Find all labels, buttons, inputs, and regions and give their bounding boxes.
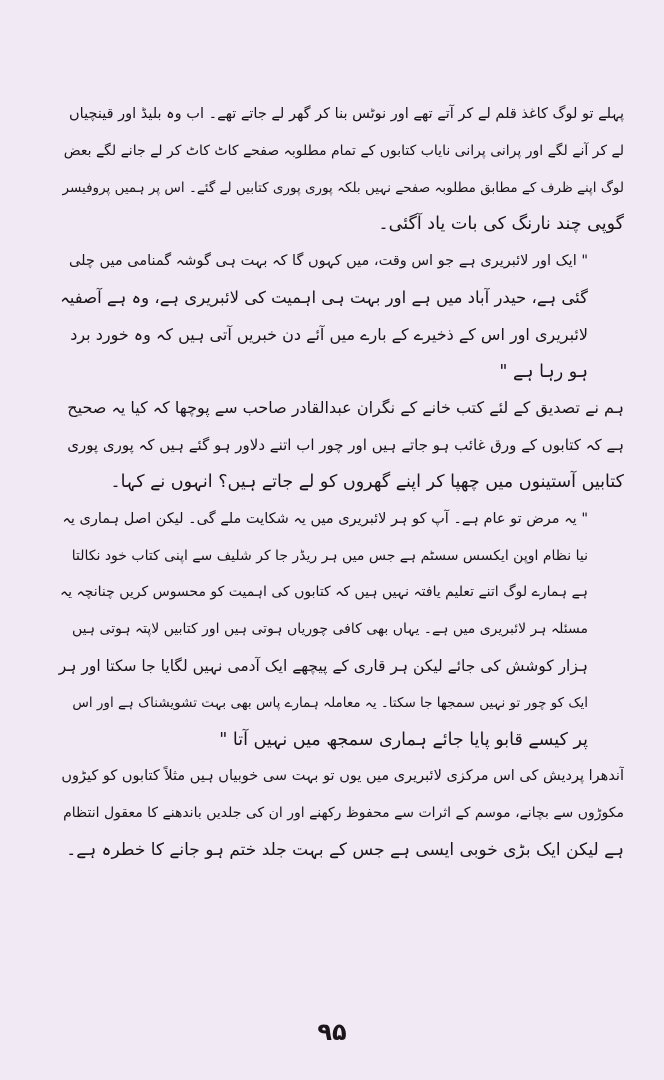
quote-line: ایک کو چور تو نہیں سمجھا جا سکتا۔ یہ معاملہ ہمارے پاس بھی بہت تشویشناک ہے اور اس <box>72 694 588 711</box>
text-line: لے کر آنے لگے اور پرانی پرانی نایاب کتابوں کے تمام مطلوبہ صفحے کاٹ کاٹ کر لے جانے لگے بعض <box>63 142 624 159</box>
quote-line: گئی ہے، حیدر آباد میں ہے اور بہت ہی اہمیت کی لائبریری ہے، وہ ہے آصفیہ <box>60 287 588 307</box>
text-line: ہے لیکن ایک بڑی خوبی ایسی ہے جس کے بہت جلد ختم ہو جانے کا خطرہ ہے۔ <box>66 839 624 860</box>
text-line: پہلے تو لوگ کاغذ قلم لے کر آتے تھے اور نوٹس بنا کر گھر لے جاتے تھے۔ اب وہ بلیڈ اور قینچیاں <box>69 106 624 122</box>
quote-line: پر کیسے قابو پایا جائے ہماری سمجھ میں نہیں آتا " <box>219 729 588 750</box>
quote-line: " یہ مرض تو عام ہے۔ آپ کو ہر لائبریری میں یہ شکایت ملے گی۔ لیکن اصل ہماری یہ <box>62 510 588 527</box>
quote-line: ہو رہا ہے " <box>499 361 588 382</box>
quote-line: لائبریری اور اس کے ذخیرے کے بارے میں آئے دن خبریں آتی ہیں کہ وہ خورد برد <box>70 324 588 344</box>
quote-line: نیا نظام اوپن ایکسس سسٹم ہے جس میں ہر ریڈر جا کر شلیف سے اپنی کتاب خود نکالتا <box>71 547 588 564</box>
page-number: ۹۵ <box>317 1018 347 1046</box>
text-line: ہے کہ کتابوں کے ورق غائب ہو جاتے ہیں اور چور اب اتنے دلاور ہو گئے ہیں کہ پوری پوری <box>67 436 624 455</box>
page-body-text <box>58 96 624 869</box>
text-line: لوگ اپنے ظرف کے مطابق مطلوبہ صفحے نہیں بلکہ پوری پوری کتابیں لے گئے۔ اس پر ہمیں پروفیسر <box>62 179 624 196</box>
text-line: کتابیں آستینوں میں چھپا کر اپنے گھروں کو لے جاتے ہیں؟ انہوں نے کہا۔ <box>110 471 624 492</box>
text-line: مکوڑوں سے بچانے، موسم کے اثرات سے محفوظ رکھنے اور ان کی جلدیں باندھنے کا معقول انتظام <box>63 805 624 822</box>
quote-line: " ایک اور لائبریری ہے جو اس وقت، میں کہوں گا کہ بہت ہی گوشہ گمنامی میں چلی <box>69 253 588 270</box>
text-line: گوپی چند نارنگ کی بات یاد آگئی۔ <box>378 214 624 235</box>
quote-line: مسئلہ ہر لائبریری میں ہے۔ یہاں بھی کافی چوریاں ہوتی ہیں اور کتابیں لاپتہ ہوتی ہیں <box>71 621 588 638</box>
text-line: آندھرا پردیش کی اس مرکزی لائبریری میں یوں تو بہت سی خوبیاں ہیں مثلاً کتابوں کو کیڑوں <box>61 768 624 785</box>
quote-line: ہے ہمارے لوگ اتنے تعلیم یافتہ نہیں ہیں کہ کتابوں کی اہمیت کو محسوس کریں چنانچہ یہ <box>59 584 588 601</box>
quote-line: ہزار کوشش کی جائے لیکن ہر قاری کے پیچھے ایک آدمی نہیں لگایا جا سکتا اور ہر <box>58 656 588 675</box>
text-line: ہم نے تصدیق کے لئے کتب خانے کے نگران عبدالقادر صاحب سے پوچھا کہ کیا یہ صحیح <box>67 398 624 418</box>
